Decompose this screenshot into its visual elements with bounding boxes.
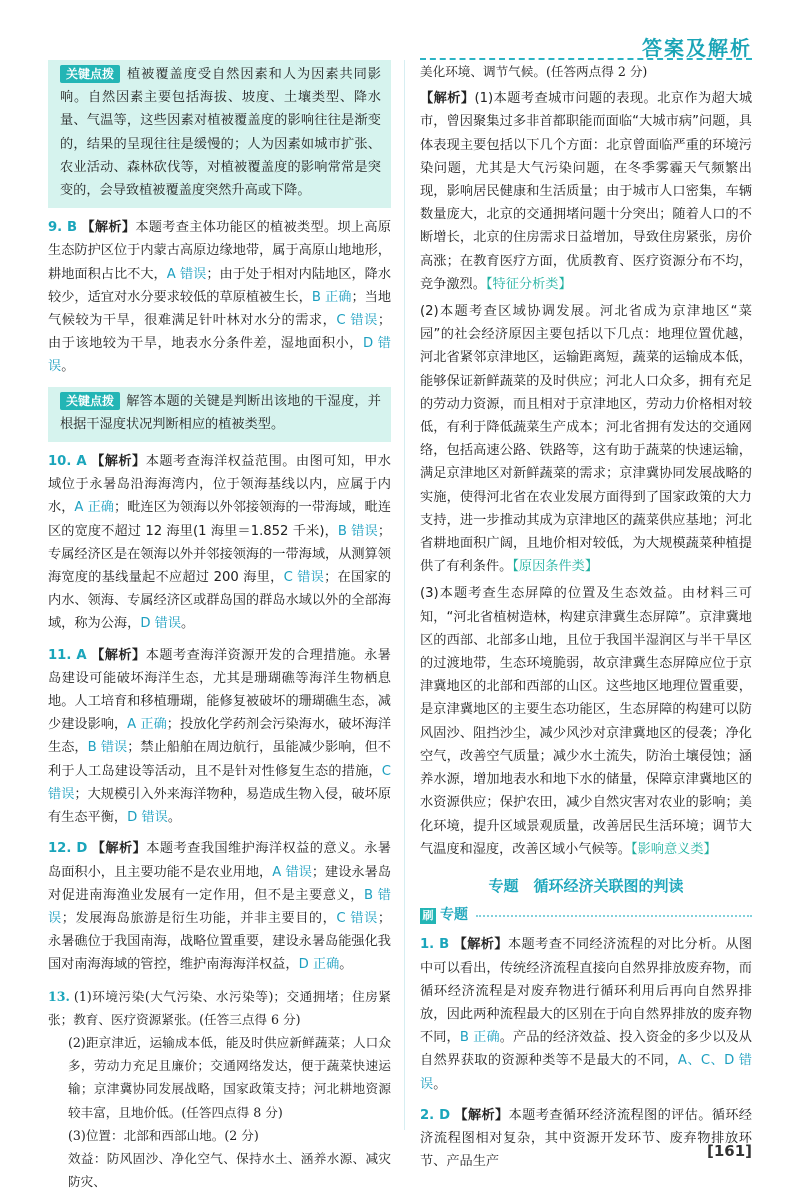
analysis-text: ；由于该地较为干旱，地表水分条件差，湿地面积小，: [48, 313, 392, 352]
analysis-text: 。: [433, 1076, 447, 1092]
brush-row: [420, 904, 752, 927]
analysis-text: ；建设永暑岛对促进南海渔业发展有一定作用，但不是主要意义，: [48, 864, 392, 903]
question-number: 2. D: [420, 1107, 451, 1123]
analysis-text: (2)本题考查区域协调发展。河北省成为京津地区“菜园”的社会经济原因主要包括以下几点：地理位置优越，河北省紧邻京津地区，运输距离短，蔬菜的运输成本低，能够保证新鲜蔬菜的及时供应；河北人口众多，拥有充足的劳动力资源，而且相对于京津地区，劳动力价格相对较低，有利于降低蔬菜生产成本；河北省拥有发达的交通网络，包括高速公路、铁路等，这有助于蔬菜的快速运输，满足京津地区对新鲜蔬菜的需求；京津冀协同发展战略的实施，使得河北省在农业发展方面得到了国家政策的大力支持，进一步推动其成为京津地区的蔬菜供应基地；河北省耕地面积广阔，且地价相对较低，为大规模蔬菜种植提供了有利条件。: [420, 304, 752, 575]
brush-label: 专题: [440, 907, 468, 924]
analysis-label: 【解析】: [90, 647, 146, 663]
tip-tag: 关键点拨: [60, 65, 120, 83]
question-number: 1. B: [420, 937, 450, 953]
analysis-label: 【解析】: [91, 841, 147, 857]
question-number: 11. A: [48, 647, 87, 663]
analysis-text: ；大规模引入外来海洋物种，易造成生物入侵，破坏原有生态平衡，: [48, 786, 392, 826]
analysis-part-3: [420, 582, 752, 860]
verdict: A 正确: [74, 500, 114, 516]
analysis-text: ；永暑礁位于我国南海，战略位置重要，建设永暑岛能强化我国对南海海域的管控，维护南海海洋权益，: [48, 910, 392, 973]
question-number: 10. A: [48, 454, 87, 470]
page-number-value: 161: [713, 1142, 746, 1160]
tip-box-1: [48, 60, 391, 208]
analysis-text: 。: [61, 359, 75, 375]
analysis-part-1: [420, 87, 752, 296]
question-number: 12. D: [48, 841, 88, 857]
category-tag: 【特征分析类】: [485, 276, 572, 292]
analysis-text: ；发展海岛旅游是衍生功能，并非主要目的，: [61, 910, 337, 926]
analysis-text: 本题考查主体功能区的植被类型。坝上高原生态防护区位于内蒙古高原边缘地带，属于高原山地地形，耕地面积占比不大，: [48, 220, 392, 282]
verdict: A、C、D 错误: [420, 1053, 752, 1092]
analysis-label: 【解析】: [90, 454, 146, 470]
answer-part-4: 效益：防风固沙、净化空气、保持水土、涵养水源、减灾防灾、: [68, 1150, 391, 1190]
analysis-text: 本题考查我国维护海洋权益的意义。永暑岛面积小，且主要功能不是农业用地，: [48, 841, 392, 880]
analysis-text: ；毗连区为领海以外邻接领海的一带海域，毗连区的宽度不超过 12 海里(1 海里＝1.852 千米)，: [48, 500, 392, 539]
tip-tag: 关键点拨: [60, 392, 120, 410]
analysis-text: 本题考查不同经济流程的对比分析。从图中可以看出，传统经济流程直接向自然界排放废弃物，而循环经济流程是对废弃物进行循环利用后再向自然界排放，因此两种流程最大的区别在于向自然界排放的废弃物不同，: [420, 937, 753, 1046]
answer-10: [48, 450, 391, 636]
answer-12: [48, 837, 391, 976]
analysis-part-2: [420, 300, 752, 578]
verdict: D 错误: [140, 616, 182, 632]
verdict: B 错误: [337, 523, 378, 539]
analysis-text: 本题考查海洋资源开发的合理措施。永暑岛建设可能破坏海洋生态，尤其是珊瑚礁等海洋生物栖息地。人工培育和移植珊瑚，能修复被破坏的珊瑚礁生态，减少建设影响，: [48, 647, 391, 733]
brush-icon: 刷: [420, 908, 436, 924]
right-column: [420, 60, 752, 1173]
verdict: C 错误: [336, 313, 378, 329]
answer-r1: [420, 933, 752, 1095]
analysis-label: 【解析】: [453, 937, 508, 953]
answer-11: [48, 644, 391, 830]
analysis-text: 。: [339, 957, 353, 973]
answer-part-3: (3)位置：北部和西部山地。(2 分): [68, 1127, 259, 1143]
tip-text: 植被覆盖度受自然因素和人为因素共同影响。自然因素主要包括海拔、坡度、土壤类型、降水量、气温等，这些因素对植被覆盖度的影响往往是渐变的，结果的呈现往往是缓慢的；人为因素如城市扩张、农业活动、森林砍伐等，对植被覆盖度的影响常常是突变的，会导致植被覆盖度突然升高或下降。: [60, 67, 381, 199]
analysis-text: (3)本题考查生态屏障的位置及生态效益。由材料三可知，“河北省植树造林，构建京津冀生态屏障”。京津冀地区的西部、北部多山地，且位于我国半湿润区与半干旱区的过渡地带，生态环境脆弱，故京津冀生态屏障应位于京津冀地区的北部和西部的山区。这些地区地理位置重要，是京津冀地区的主要生态功能区，生态屏障的构建可以防风固沙、阻挡沙尘，减少风沙对京津冀地区的侵袭；净化空气，改善空气质量；减少水土流失，防治土壤侵蚀；涵养水源，增加地表水和地下水的储量，保障京津冀地区的水资源供应；保护农田，减少自然灾害对农业的影响；美化环境，提升区域景观质量，改善居民生活环境；调节大气温度和湿度，改善区域小气候等。: [420, 586, 752, 857]
verdict: C 错误: [283, 570, 325, 586]
verdict: B 正确: [459, 1030, 500, 1046]
verdict: A 正确: [127, 717, 167, 733]
answer-continuation: 美化环境、调节气候。(任答两点得 2 分): [420, 64, 648, 79]
verdict: D 错误: [48, 336, 391, 375]
analysis-label: 【解析】: [81, 220, 136, 236]
analysis-label: 【解析】: [420, 91, 475, 107]
answer-r2: [420, 1104, 752, 1174]
dotted-divider: [476, 915, 752, 917]
analysis-text: ；当地气候较为干旱，很难满足针叶林对水分的需求，: [48, 289, 392, 329]
category-tag: 【原因条件类】: [512, 559, 599, 575]
category-tag: 【影响意义类】: [631, 841, 717, 857]
analysis-label: 【解析】: [454, 1107, 509, 1123]
analysis-text: 。: [167, 810, 182, 826]
page-number: [161]: [706, 1142, 752, 1160]
verdict: A 错误: [272, 864, 312, 880]
analysis-text: (1)本题考查城市问题的表现。北京作为超大城市，曾因聚集过多非首都职能而面临“大城市病”问题，具体表现主要包括以下几个方面：北京曾面临严重的环境污染问题，尤其是大气污染问题，在冬季雾霾天气频繁出现，影响居民健康和生活质量；由于城市人口密集，车辆数量庞大，北京的交通拥堵问题十分突出；随着人口的不断增长，北京的住房需求日益增加，导致住房紧张，房价高涨；在教育医疗方面，优质教育、医疗资源分布不均，竞争激烈。: [420, 91, 753, 292]
analysis-text: 。: [181, 616, 195, 632]
analysis-text: ；专属经济区是在领海以外并邻接领海的一带海域，从测算领海宽度的基线量起不应超过 200 海里，: [48, 523, 391, 586]
analysis-text: ；投放化学药剂会污染海水，破坏海洋生态，: [48, 717, 392, 756]
left-column: [48, 60, 391, 1193]
tip-box-2: [48, 387, 391, 442]
verdict: C 错误: [48, 763, 391, 802]
verdict: D 正确: [298, 957, 340, 973]
analysis-text: 本题考查循环经济流程图的评估。循环经济流程图相对复杂，其中资源开发环节、废弃物排放环节、产品生产: [420, 1107, 752, 1170]
verdict: A 错误: [166, 266, 207, 282]
tip-text: 解答本题的关键是判断出该地的干湿度，并根据干湿度状况判断相应的植被类型。: [60, 393, 381, 432]
analysis-text: ；在国家的内水、领海、专属经济区或群岛国的群岛水域以外的全部海域，称为公海，: [48, 570, 391, 632]
column-divider: [404, 60, 405, 1130]
answer-13: [48, 985, 391, 1193]
verdict: B 错误: [87, 740, 128, 756]
answer-9: [48, 216, 391, 378]
analysis-text: ；由于处于相对内陆地区，降水较少，适宜对水分要求较低的草原植被生长，: [48, 266, 392, 305]
analysis-text: 本题考查海洋权益范围。由图可知，甲水域位于永暑岛沿海海湾内，位于领海基线以内，应属于内水，: [48, 454, 391, 516]
question-number: 13.: [48, 988, 70, 1004]
analysis-text: ；禁止船舶在周边航行，虽能减少影响，但不利于人工岛建设等活动，且不是针对性修复生态的措施，: [48, 740, 391, 779]
answer-part-1: (1)环境污染(大气污染、水污染等)；交通拥堵；住房紧张；教育、医疗资源紧张。(任答三点得 6 分): [48, 988, 391, 1027]
verdict: B 错误: [48, 887, 391, 926]
question-number: 9. B: [48, 220, 78, 236]
section-title: 专题 循环经济关联图的判读: [488, 876, 684, 895]
answer-part-2: (2)距京津近，运输成本低，能及时供应新鲜蔬菜；人口众多，劳动力充足且廉价；交通网络发达，便于蔬菜快速运输；京津冀协同发展战略，国家政策支持；河北耕地资源较丰富，且地价低。(任答四点得 8 分): [68, 1034, 391, 1120]
header-title: 答案及解析: [642, 36, 752, 60]
verdict: B 正确: [311, 289, 352, 305]
verdict: C 错误: [336, 910, 378, 926]
analysis-text: 。产品的经济效益、投入资金的多少以及从自然界获取的资源种类等不是最大的不同，: [420, 1030, 752, 1069]
verdict: D 错误: [127, 810, 168, 826]
